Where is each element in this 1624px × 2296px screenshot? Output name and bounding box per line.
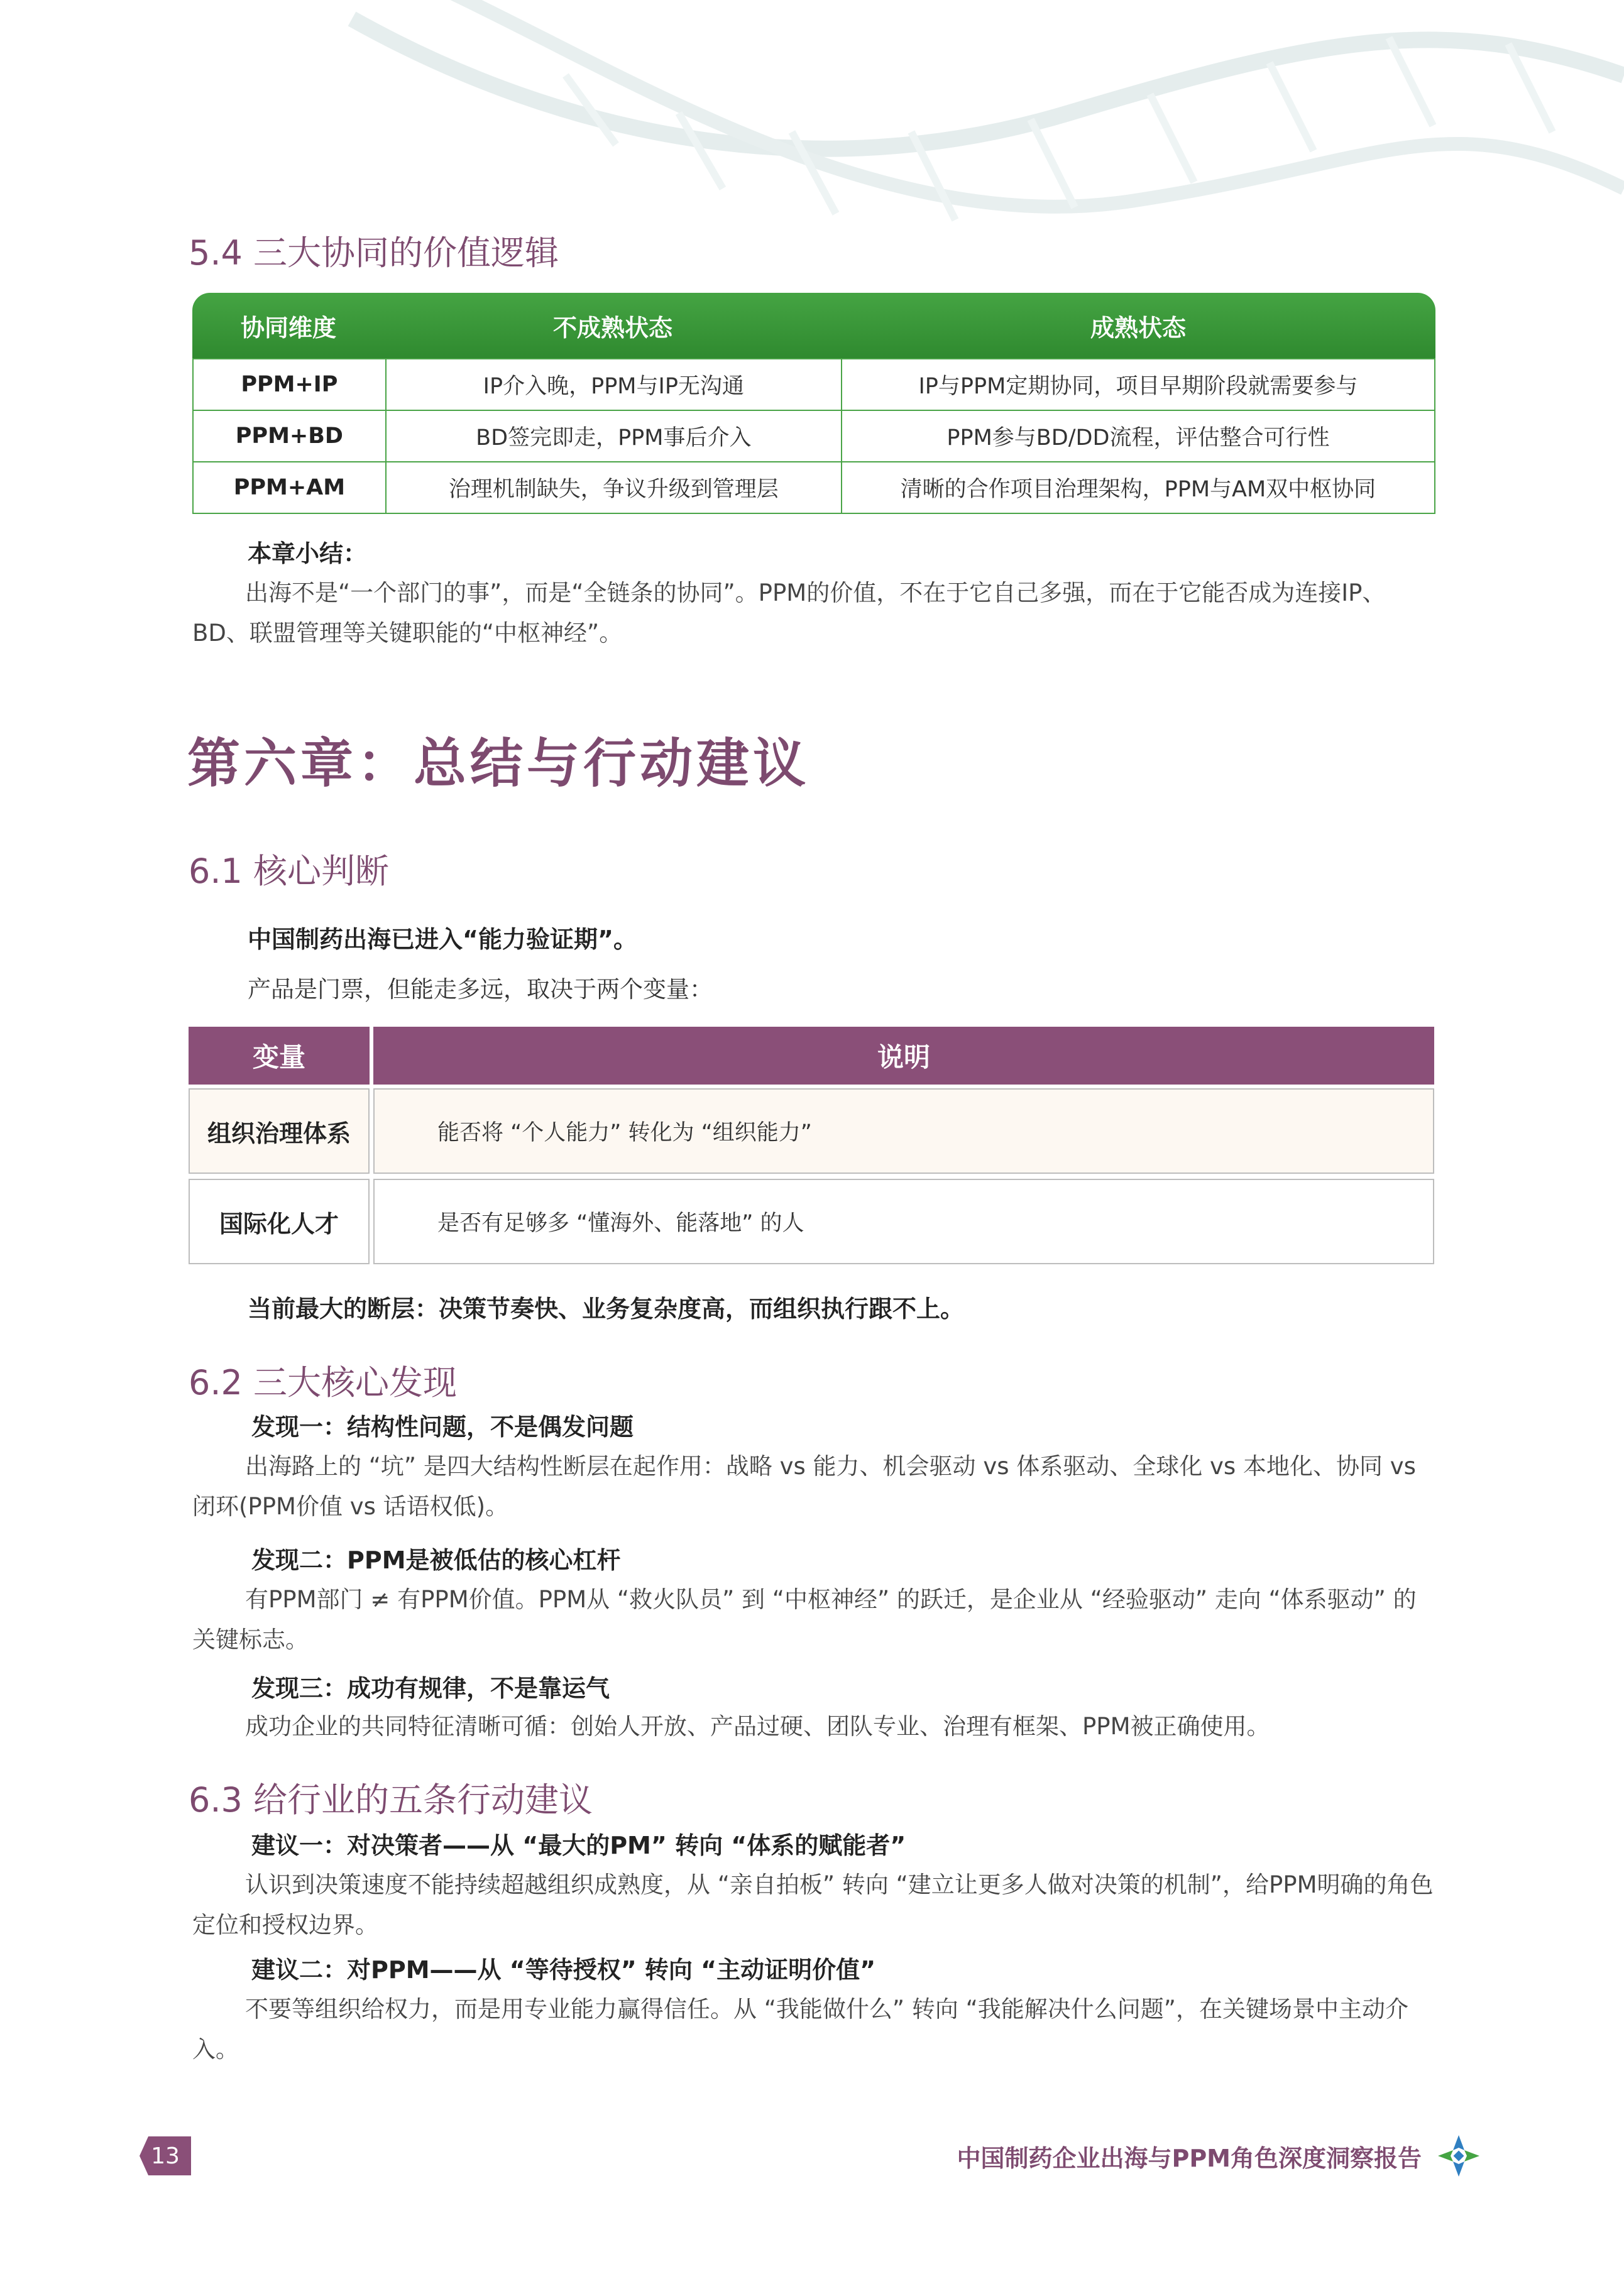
report-title: 中国制药企业出海与PPM角色深度洞察报告 [957,2145,1422,2172]
chapter-summary-text: 出海不是“一个部门的事”，而是“全链条的协同”。PPM的价值，不在于它自己多强，而在于它能否成为连接IP、BD、联盟管理等关键职能的“中枢神经”。 [192,579,1386,647]
header-variable: 变量 [189,1027,370,1085]
table-cell: IP与PPM定期协同，项目早期阶段就需要参与 [918,374,1358,399]
header-description: 说明 [373,1027,1434,1085]
table-row [192,462,1435,514]
finding-label: 发现一：结构性问题，不是偶发问题 [251,1413,634,1441]
table-cell: PPM参与BD/DD流程，评估整合可行性 [946,425,1330,451]
collaboration-table [192,293,1435,514]
section-title-5-4: 5.4 三大协同的价值逻辑 [189,233,559,273]
finding-label: 发现二：PPM是被低估的核心杠杆 [251,1546,621,1574]
table-row [192,358,1435,411]
chapter-summary-label: 本章小结： [248,540,368,567]
table-cell: 清晰的合作项目治理架构，PPM与AM双中枢协同 [900,477,1376,502]
dna-helix-decoration [0,0,1624,264]
finding-text: 成功企业的共同特征清晰可循：创始人开放、产品过硬、团队专业、治理有框架、PPM被正确使用。 [245,1713,1270,1740]
header-immature: 不成熟状态 [552,314,672,342]
section-title-6-2: 6.2 三大核心发现 [189,1363,458,1402]
table-cell: IP介入晚，PPM与IP无沟通 [387,359,842,410]
variables-intro: 产品是门票，但能走多远，取决于两个变量： [248,976,713,1003]
recommendation-label: 建议一：对决策者——从 “最大的PM” 转向 “体系的赋能者” [251,1832,906,1859]
finding-text: 有PPM部门 ≠ 有PPM价值。PPM从 “救火队员” 到 “中枢神经” 的跃迁，是企业从 “经验驱动” 走向 “体系驱动” 的关键标志。 [192,1586,1417,1653]
header-dimension: 协同维度 [240,314,336,342]
table-cell: 国际化人才 [189,1179,370,1264]
table-cell: PPM+BD [194,411,387,461]
finding-text: 出海路上的 “坑” 是四大结构性断层在起作用：战略 vs 能力、机会驱动 vs 体系驱动、全球化 vs 本地化、协同 vs 闭环(PPM价值 vs 话语权低)。 [192,1453,1416,1520]
biggest-gap-statement: 当前最大的断层：决策节奏快、业务复杂度高，而组织执行跟不上。 [248,1295,965,1323]
recommendation-text: 认识到决策速度不能持续超越组织成熟度，从 “亲自拍板” 转向 “建立让更多人做对决策的机制”，给PPM明确的角色定位和授权边界。 [192,1871,1434,1938]
section-title-6-3: 6.3 给行业的五条行动建议 [189,1780,593,1820]
header-mature: 成熟状态 [1090,314,1186,342]
page-number: 13 [151,2143,180,2169]
collaboration-table-header [192,293,1435,358]
recommendation-label: 建议二：对PPM——从 “等待授权” 转向 “主动证明价值” [251,1956,876,1984]
table-cell: 组织治理体系 [189,1088,370,1174]
chapter-title: 第六章：总结与行动建议 [187,733,810,794]
medical-cross-logo-icon [1437,2134,1481,2178]
core-judgment-line: 中国制药出海已进入“能力验证期”。 [248,926,637,953]
table-cell: PPM+IP [194,359,387,410]
finding-label: 发现三：成功有规律，不是靠运气 [251,1675,610,1702]
table-cell: 能否将 “个人能力” 转化为 “组织能力” [373,1088,1434,1174]
table-row [192,411,1435,462]
table-cell: 是否有足够多 “懂海外、能落地” 的人 [373,1179,1434,1264]
table-cell: BD签完即走，PPM事后介入 [387,411,842,461]
section-title-6-1: 6.1 核心判断 [189,851,390,891]
table-cell: PPM+AM [194,462,387,513]
table-cell: 治理机制缺失，争议升级到管理层 [387,462,842,513]
recommendation-text: 不要等组织给权力，而是用专业能力赢得信任。从 “我能做什么” 转向 “我能解决什么问题”，在关键场景中主动介入。 [192,1996,1408,2063]
